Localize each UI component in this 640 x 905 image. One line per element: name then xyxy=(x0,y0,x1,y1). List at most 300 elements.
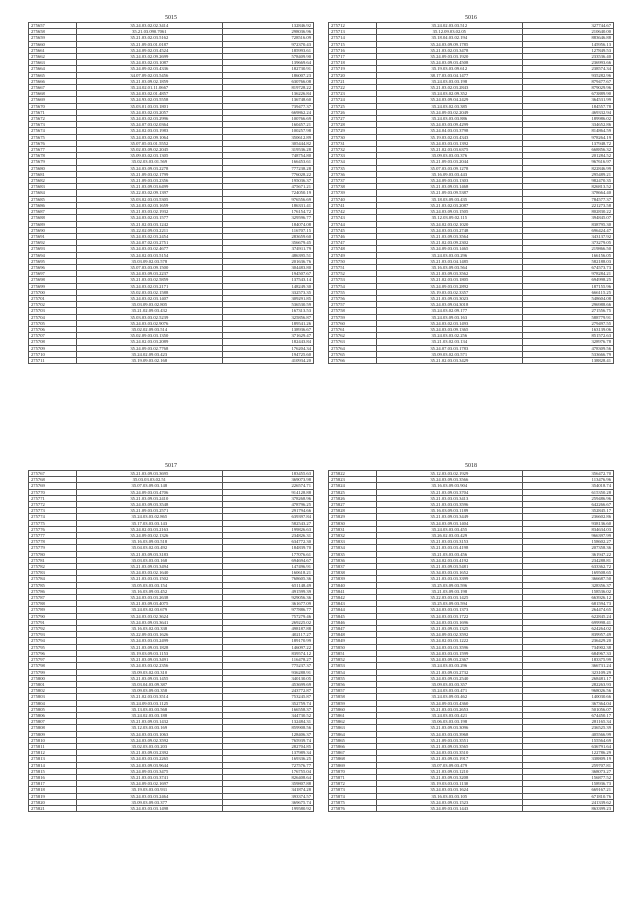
value-cell: 588779.91 xyxy=(522,314,613,320)
value-cell: 122786.29 xyxy=(522,750,613,756)
code-cell: 35.24.03.09.03.1404 xyxy=(377,520,523,526)
row-id-cell: 275815 xyxy=(29,768,77,774)
row-id-cell: 275672 xyxy=(29,116,77,122)
value-cell: 777238.28 xyxy=(222,165,313,171)
code-cell: 35.02.03.03.02.1588 xyxy=(77,289,223,295)
code-cell: 35.24.09.03.02.1326 xyxy=(77,533,223,539)
row-id-cell: 275826 xyxy=(329,495,377,501)
code-cell: 35.24.03.09.03.9644 xyxy=(77,762,223,768)
value-cell: 883646.88 xyxy=(522,35,613,41)
value-cell: 136226.84 xyxy=(222,91,313,97)
value-cell: 935282.96 xyxy=(522,72,613,78)
value-cell: 184074.08 xyxy=(222,221,313,227)
code-cell: 35.24.03.09.03.2278 xyxy=(77,165,223,171)
code-cell: 35.12.03.03.03.169 xyxy=(77,725,223,731)
row-id-cell: 275742 xyxy=(329,209,377,215)
row-id-cell: 275726 xyxy=(329,109,377,115)
value-cell: 236429.20 xyxy=(522,638,613,644)
code-cell: 35.24.04.03.03.3798 xyxy=(377,128,523,134)
value-cell: 184557.78 xyxy=(522,103,613,109)
row-id-cell: 275861 xyxy=(329,712,377,718)
code-cell: 35.24.03.02.03.1407 xyxy=(77,295,223,301)
row-id-cell: 275867 xyxy=(329,750,377,756)
value-cell: 699998.41 xyxy=(522,619,613,625)
value-cell: 166453.61 xyxy=(222,159,313,165)
value-cell: 977886.77 xyxy=(222,607,313,613)
row-id-cell: 275744 xyxy=(329,221,377,227)
code-cell: 35.24.03.03.03.1498 xyxy=(77,805,223,811)
code-cell: 35.21.03.09.03.3695 xyxy=(77,471,223,477)
value-cell: 859908.56 xyxy=(222,725,313,731)
row-id-cell: 275692 xyxy=(29,240,77,246)
row-id-cell: 275696 xyxy=(29,264,77,270)
code-cell: 35.04.03.02.03.492 xyxy=(77,545,223,551)
code-cell: 35.24.07.03.03.1783 xyxy=(377,345,523,351)
value-cell: 373279.05 xyxy=(522,240,613,246)
value-cell: 295489.21 xyxy=(522,171,613,177)
value-cell: 148249.30 xyxy=(222,283,313,289)
row-id-cell: 275705 xyxy=(29,320,77,326)
code-cell: 35.21.02.03.03.3429 xyxy=(377,357,523,363)
value-cell: 863399.23 xyxy=(522,805,613,811)
row-id-cell: 275812 xyxy=(29,750,77,756)
code-cell: 35.02.03.03.03.203 xyxy=(77,743,223,749)
value-cell: 269225.02 xyxy=(222,619,313,625)
value-cell: 478309.56 xyxy=(522,345,613,351)
value-cell: 478796.25 xyxy=(222,502,313,508)
value-cell: 938136.60 xyxy=(522,520,613,526)
row-id-cell: 275769 xyxy=(29,483,77,489)
code-cell: 35.21.03.09.03.3449 xyxy=(377,514,523,520)
value-cell: 636791.64 xyxy=(522,743,613,749)
value-cell: 663926.12 xyxy=(522,595,613,601)
value-cell: 374911.79 xyxy=(222,246,313,252)
row-id-cell: 275720 xyxy=(329,72,377,78)
value-cell: 839574.12 xyxy=(222,650,313,656)
value-cell: 851572.63 xyxy=(522,333,613,339)
code-cell: 35.21.02.03.09.2302 xyxy=(377,240,523,246)
value-cell: 199580.92 xyxy=(222,805,313,811)
value-cell: 156877.52 xyxy=(522,774,613,780)
row-id-cell: 275668 xyxy=(29,91,77,97)
code-cell: 35.24.09.02.03.4524 xyxy=(77,47,223,53)
value-cell: 169336.25 xyxy=(222,756,313,762)
value-cell: 393374.57 xyxy=(222,793,313,799)
code-cell: 35.24.03.03.03.1624 xyxy=(377,787,523,793)
value-cell: 548604.08 xyxy=(522,295,613,301)
code-cell: 35.24.93.02.03.5558 xyxy=(77,97,223,103)
value-cell: 728516.09 xyxy=(222,35,313,41)
value-cell: 768605.36 xyxy=(222,576,313,582)
value-cell: 775237.37 xyxy=(222,663,313,669)
row-id-cell: 275841 xyxy=(329,588,377,594)
row-id-cell: 275856 xyxy=(329,681,377,687)
row-id-cell: 275801 xyxy=(29,681,77,687)
table-panel-2 xyxy=(328,14,614,364)
panel-title: 5016 xyxy=(465,15,477,21)
code-cell: 35.24.03.02.09.352 xyxy=(377,91,523,97)
value-cell: 982470.35 xyxy=(522,178,613,184)
value-cell: 264474.65 xyxy=(522,607,613,613)
row-id-cell: 275695 xyxy=(29,258,77,264)
row-id-cell: 275802 xyxy=(29,688,77,694)
code-cell: 35.21.03.09.03.4075 xyxy=(77,601,223,607)
row-id-cell: 275709 xyxy=(29,345,77,351)
value-cell: 189170.99 xyxy=(222,638,313,644)
value-cell: 582543.27 xyxy=(222,520,313,526)
value-cell: 469332.94 xyxy=(522,109,613,115)
code-cell: 35.13.03.03.03.568 xyxy=(77,706,223,712)
row-id-cell: 275797 xyxy=(29,657,77,663)
row-id-cell: 275679 xyxy=(29,159,77,165)
row-id-cell: 275675 xyxy=(29,134,77,140)
code-cell: 35.24.03.09.03.462 xyxy=(377,694,523,700)
code-cell: 35.21.03.02.03.2843 xyxy=(377,85,523,91)
value-cell: 666115.25 xyxy=(522,289,613,295)
code-cell: 35.24.03.03.09.4299 xyxy=(377,122,523,128)
value-cell: 236525.39 xyxy=(522,725,613,731)
code-cell: 35.24.03.09.03.2367 xyxy=(377,657,523,663)
value-cell: 967616.97 xyxy=(522,159,613,165)
value-cell: 309291.85 xyxy=(222,295,313,301)
value-cell: 968026.56 xyxy=(522,688,613,694)
row-id-cell: 275820 xyxy=(29,799,77,805)
code-cell: 35.24.09.03.03.3475 xyxy=(77,768,223,774)
row-id-cell: 275673 xyxy=(29,122,77,128)
value-cell: 140030.66 xyxy=(522,694,613,700)
row-id-cell: 275794 xyxy=(29,638,77,644)
row-id-cell: 275693 xyxy=(29,246,77,252)
row-id-cell: 275788 xyxy=(29,601,77,607)
row-id-cell: 275731 xyxy=(329,140,377,146)
row-id-cell: 275721 xyxy=(329,78,377,84)
value-cell: 116707.15 xyxy=(222,227,313,233)
value-cell: 327744.67 xyxy=(522,23,613,29)
row-id-cell: 275730 xyxy=(329,134,377,140)
value-cell: 734902.38 xyxy=(522,644,613,650)
row-id-cell: 275786 xyxy=(29,588,77,594)
row-id-cell: 275833 xyxy=(329,539,377,545)
code-cell: 35.21.03.09.03.3704 xyxy=(377,489,523,495)
value-cell: 137948.72 xyxy=(522,140,613,146)
row-id-cell: 275689 xyxy=(29,221,77,227)
value-cell: 486395.51 xyxy=(222,252,313,258)
code-cell: 35.21.03.03.03.2653 xyxy=(377,706,523,712)
value-cell: 201284.52 xyxy=(522,153,613,159)
code-cell: 35.24.02.03.03.188 xyxy=(77,712,223,718)
code-cell: 35.19.03.09.03.1153 xyxy=(77,650,223,656)
row-id-cell: 275844 xyxy=(329,607,377,613)
code-cell: 35.21.03.09.02.1859 xyxy=(77,78,223,84)
code-cell: 35.24.03.09.04.2429 xyxy=(377,97,523,103)
code-cell: 35.24.03.03.03.2499 xyxy=(77,638,223,644)
value-cell: 116478.27 xyxy=(222,657,313,663)
value-cell: 328976.78 xyxy=(522,339,613,345)
code-cell: 35.21.03.03.03.1502 xyxy=(77,576,223,582)
value-cell: 186007.23 xyxy=(222,72,313,78)
value-cell: 158536.02 xyxy=(522,588,613,594)
code-cell: 35.21.03.09.03.2392 xyxy=(77,750,223,756)
row-id-cell: 275715 xyxy=(329,41,377,47)
value-cell: 176204.34 xyxy=(222,345,313,351)
row-id-cell: 275671 xyxy=(29,109,77,115)
code-cell: 35.24.09.03.02.2049 xyxy=(377,109,523,115)
value-cell: 268481.17 xyxy=(522,675,613,681)
code-cell: 35.24.02.03.03.512 xyxy=(377,23,523,29)
code-cell: 35.03.03.03.02.51 xyxy=(77,477,223,483)
row-id-cell: 275734 xyxy=(329,159,377,165)
row-id-cell: 275733 xyxy=(329,153,377,159)
code-cell: 35.21.03.09.03.6499 xyxy=(77,184,223,190)
value-cell: 578409.90 xyxy=(222,54,313,60)
code-cell: 35.24.03.03.03.1392 xyxy=(377,140,523,146)
code-cell: 35.24.03.02.03.1577 xyxy=(77,215,223,221)
value-cell: 194507.67 xyxy=(222,271,313,277)
code-cell: 35.09.03.02.03.571 xyxy=(377,351,523,357)
row-id-cell: 275662 xyxy=(29,54,77,60)
code-cell: 35.24.03.09.03.3548 xyxy=(77,502,223,508)
code-cell: 35.21.09.03.02.1799 xyxy=(77,171,223,177)
code-cell: 35.24.03.09.09.1785 xyxy=(377,41,523,47)
row-id-cell: 275738 xyxy=(329,184,377,190)
value-cell: 802830.22 xyxy=(522,209,613,215)
code-cell: 35.24.03.09.03.3641 xyxy=(77,619,223,625)
value-cell: 642266.67 xyxy=(522,502,613,508)
code-cell: 35.21.03.02.03.5162 xyxy=(77,35,223,41)
row-id-cell: 275764 xyxy=(329,345,377,351)
code-cell: 35.24.03.09.03.3566 xyxy=(377,477,523,483)
value-cell: 834634.03 xyxy=(522,526,613,532)
value-cell: 748754.80 xyxy=(222,153,313,159)
row-id-cell: 275773 xyxy=(29,508,77,514)
value-cell: 966397.99 xyxy=(522,533,613,539)
row-id-cell: 275803 xyxy=(29,694,77,700)
value-cell: 100766.69 xyxy=(222,116,313,122)
value-cell: 727576.77 xyxy=(222,762,313,768)
row-id-cell: 275761 xyxy=(329,326,377,332)
row-id-cell: 275751 xyxy=(329,264,377,270)
row-id-cell: 275828 xyxy=(329,508,377,514)
code-cell: 35.21.02.03.03.3514 xyxy=(77,694,223,700)
code-cell: 35.24.09.03.02.1697 xyxy=(77,781,223,787)
row-id-cell: 275685 xyxy=(29,196,77,202)
row-id-cell: 275849 xyxy=(329,638,377,644)
value-cell: 201636.76 xyxy=(222,258,313,264)
code-cell: 35.17.03.03.03.143 xyxy=(77,520,223,526)
row-id-cell: 275858 xyxy=(329,694,377,700)
code-cell: 35.21.03.03.03.4198 xyxy=(377,545,523,551)
code-cell: 35.07.03.09.03.148 xyxy=(77,483,223,489)
row-id-cell: 275698 xyxy=(29,277,77,283)
code-cell: 35.21.03.09.03.3208 xyxy=(377,774,523,780)
row-id-cell: 275749 xyxy=(329,252,377,258)
value-cell: 187155.96 xyxy=(522,283,613,289)
row-id-cell: 275691 xyxy=(29,233,77,239)
row-id-cell: 275869 xyxy=(329,762,377,768)
code-cell: 35.21.09.03.03.3551 xyxy=(377,737,523,743)
row-id-cell: 275728 xyxy=(329,122,377,128)
code-cell: 35.16.03.09.03.564 xyxy=(377,264,523,270)
code-cell: 35.24.03.09.03.163 xyxy=(377,314,523,320)
value-cell: 914128.88 xyxy=(222,489,313,495)
value-cell: 127849.53 xyxy=(522,47,613,53)
value-cell: 630766.08 xyxy=(222,78,313,84)
value-cell: 136748.60 xyxy=(222,97,313,103)
table-panel-3 xyxy=(28,462,314,812)
row-id-cell: 275768 xyxy=(29,477,77,483)
code-cell: 35.02.03.03.01.569 xyxy=(77,159,223,165)
row-id-cell: 275843 xyxy=(329,601,377,607)
row-id-cell: 275854 xyxy=(329,669,377,675)
code-cell: 35.21.09.03.01.0187 xyxy=(77,41,223,47)
code-cell: 35.06.03.03.03.198 xyxy=(377,719,523,725)
row-id-cell: 275740 xyxy=(329,196,377,202)
value-cell: 694998.25 xyxy=(522,277,613,283)
code-cell: 34.07.09.02.03.5456 xyxy=(77,72,223,78)
row-id-cell: 275875 xyxy=(329,799,377,805)
row-id-cell: 275714 xyxy=(329,35,377,41)
row-id-cell: 275725 xyxy=(329,103,377,109)
row-id-cell: 275680 xyxy=(29,165,77,171)
row-id-cell: 275805 xyxy=(29,706,77,712)
value-cell: 167313.53 xyxy=(222,308,313,314)
value-cell: 282704.85 xyxy=(222,743,313,749)
value-cell: 624264.02 xyxy=(522,626,613,632)
code-cell: 35.24.03.02.09.177 xyxy=(377,308,523,314)
row-id-cell: 275853 xyxy=(329,663,377,669)
value-cell: 291794.66 xyxy=(222,508,313,514)
value-cell: 651148.49 xyxy=(222,582,313,588)
code-cell: 35.16.03.03.03.105 xyxy=(377,793,523,799)
value-cell: 234826.31 xyxy=(222,533,313,539)
row-id-cell: 275818 xyxy=(29,787,77,793)
row-id-cell: 275778 xyxy=(29,539,77,545)
code-cell: 35.21.03.09.03.2732 xyxy=(377,669,523,675)
code-cell: 35.03.03.03.02.5239 xyxy=(77,314,223,320)
row-id-cell: 275708 xyxy=(29,339,77,345)
code-cell: 35.24.09.03.03.4706 xyxy=(77,489,223,495)
value-cell: 696424.47 xyxy=(522,227,613,233)
value-cell: 199826.63 xyxy=(222,526,313,532)
code-cell: 35.19.03.03.09.612 xyxy=(377,66,523,72)
code-cell: 35.24.03.09.03.1523 xyxy=(377,799,523,805)
code-cell: 35.24.03.09.04.3018 xyxy=(377,302,523,308)
code-cell: 35.18.03.09.03.435 xyxy=(377,196,523,202)
row-id-cell: 275753 xyxy=(329,277,377,283)
code-cell: 35.21.03.03.04.1485 xyxy=(377,258,523,264)
row-id-cell: 275741 xyxy=(329,202,377,208)
row-id-cell: 275684 xyxy=(29,190,77,196)
value-cell: 352759.74 xyxy=(222,700,313,706)
code-cell: 35.24.09.03.03.2892 xyxy=(377,283,523,289)
code-cell: 35.21.03.03.03.3413 xyxy=(377,495,523,501)
code-cell: 35.24.03.02.03.2996 xyxy=(77,116,223,122)
row-id-cell: 275745 xyxy=(329,227,377,233)
code-cell: 35.24.09.03.03.1465 xyxy=(377,246,523,252)
value-cell: 972370.43 xyxy=(222,41,313,47)
row-id-cell: 275667 xyxy=(29,85,77,91)
code-cell: 35.24.03.03.03.3596 xyxy=(377,644,523,650)
code-cell: 35.21.03.09.03.5481 xyxy=(377,564,523,570)
row-id-cell: 275750 xyxy=(329,258,377,264)
row-id-cell: 275781 xyxy=(29,557,77,563)
value-cell: 304483.80 xyxy=(222,264,313,270)
row-id-cell: 275775 xyxy=(29,520,77,526)
value-cell: 185993.61 xyxy=(222,47,313,53)
value-cell: 160618.21 xyxy=(222,570,313,576)
value-cell: 776028.22 xyxy=(222,171,313,177)
code-cell: 35.24.09.03.03.1920 xyxy=(377,54,523,60)
value-cell: 668856.32 xyxy=(522,147,613,153)
row-id-cell: 275737 xyxy=(329,178,377,184)
code-cell: 35.24.02.03.03.5154 xyxy=(77,252,223,258)
row-id-cell: 275718 xyxy=(329,60,377,66)
row-id-cell: 275791 xyxy=(29,619,77,625)
row-id-cell: 275700 xyxy=(29,289,77,295)
row-id-cell: 275739 xyxy=(329,190,377,196)
value-cell: 184839.70 xyxy=(222,545,313,551)
value-cell: 364531.99 xyxy=(522,97,613,103)
row-id-cell: 275771 xyxy=(29,495,77,501)
row-id-cell: 275706 xyxy=(29,326,77,332)
code-cell: 38.17.03.03.04.1477 xyxy=(377,72,523,78)
value-cell: 622845.24 xyxy=(522,613,613,619)
value-cell: 838795.30 xyxy=(522,221,613,227)
value-cell: 674450.17 xyxy=(522,712,613,718)
value-cell: 453699.69 xyxy=(222,681,313,687)
row-id-cell: 275822 xyxy=(329,471,377,477)
value-cell: 491599.39 xyxy=(222,588,313,594)
row-id-cell: 275713 xyxy=(329,29,377,35)
row-id-cell: 275710 xyxy=(29,351,77,357)
row-id-cell: 275722 xyxy=(329,85,377,91)
row-id-cell: 275674 xyxy=(29,128,77,134)
row-id-cell: 275690 xyxy=(29,227,77,233)
code-cell: 35.03.04.03.09.387 xyxy=(77,681,223,687)
row-id-cell: 275669 xyxy=(29,97,77,103)
row-id-cell: 275871 xyxy=(329,774,377,780)
value-cell: 359807.88 xyxy=(222,781,313,787)
row-id-cell: 275779 xyxy=(29,545,77,551)
value-cell: 163139.06 xyxy=(522,326,613,332)
row-id-cell: 275830 xyxy=(329,520,377,526)
code-cell: 35.21.03.09.03.1828 xyxy=(77,644,223,650)
value-cell: 694694.67 xyxy=(222,557,313,563)
code-cell: 35.21.03.03.03.3741 xyxy=(77,774,223,780)
code-cell: 35.21.02.03.03.1242 xyxy=(77,221,223,227)
row-id-cell: 275717 xyxy=(329,54,377,60)
value-cell: 879477.67 xyxy=(522,78,613,84)
value-cell: 210640.00 xyxy=(522,29,613,35)
code-cell: 35.07.03.03.09.1278 xyxy=(377,165,523,171)
row-id-cell: 275842 xyxy=(329,595,377,601)
row-id-cell: 275798 xyxy=(29,663,77,669)
row-id-cell: 275831 xyxy=(329,526,377,532)
row-id-cell: 275845 xyxy=(329,613,377,619)
code-cell: 35.21.03.090.7061 xyxy=(77,29,223,35)
value-cell: 533666.79 xyxy=(522,351,613,357)
row-id-cell: 275699 xyxy=(29,283,77,289)
value-cell: 410934.20 xyxy=(222,357,313,363)
value-cell: 145956.13 xyxy=(522,41,613,47)
row-id-cell: 275686 xyxy=(29,202,77,208)
code-cell: 35.21.02.03.03.1805 xyxy=(377,277,523,283)
row-id-cell: 275658 xyxy=(29,29,77,35)
code-cell: 35.24.03.03.03.3510 xyxy=(377,750,523,756)
code-cell: 35.07.03.09.03.479 xyxy=(377,762,523,768)
row-id-cell: 275793 xyxy=(29,632,77,638)
value-cell: 341874.28 xyxy=(222,787,313,793)
